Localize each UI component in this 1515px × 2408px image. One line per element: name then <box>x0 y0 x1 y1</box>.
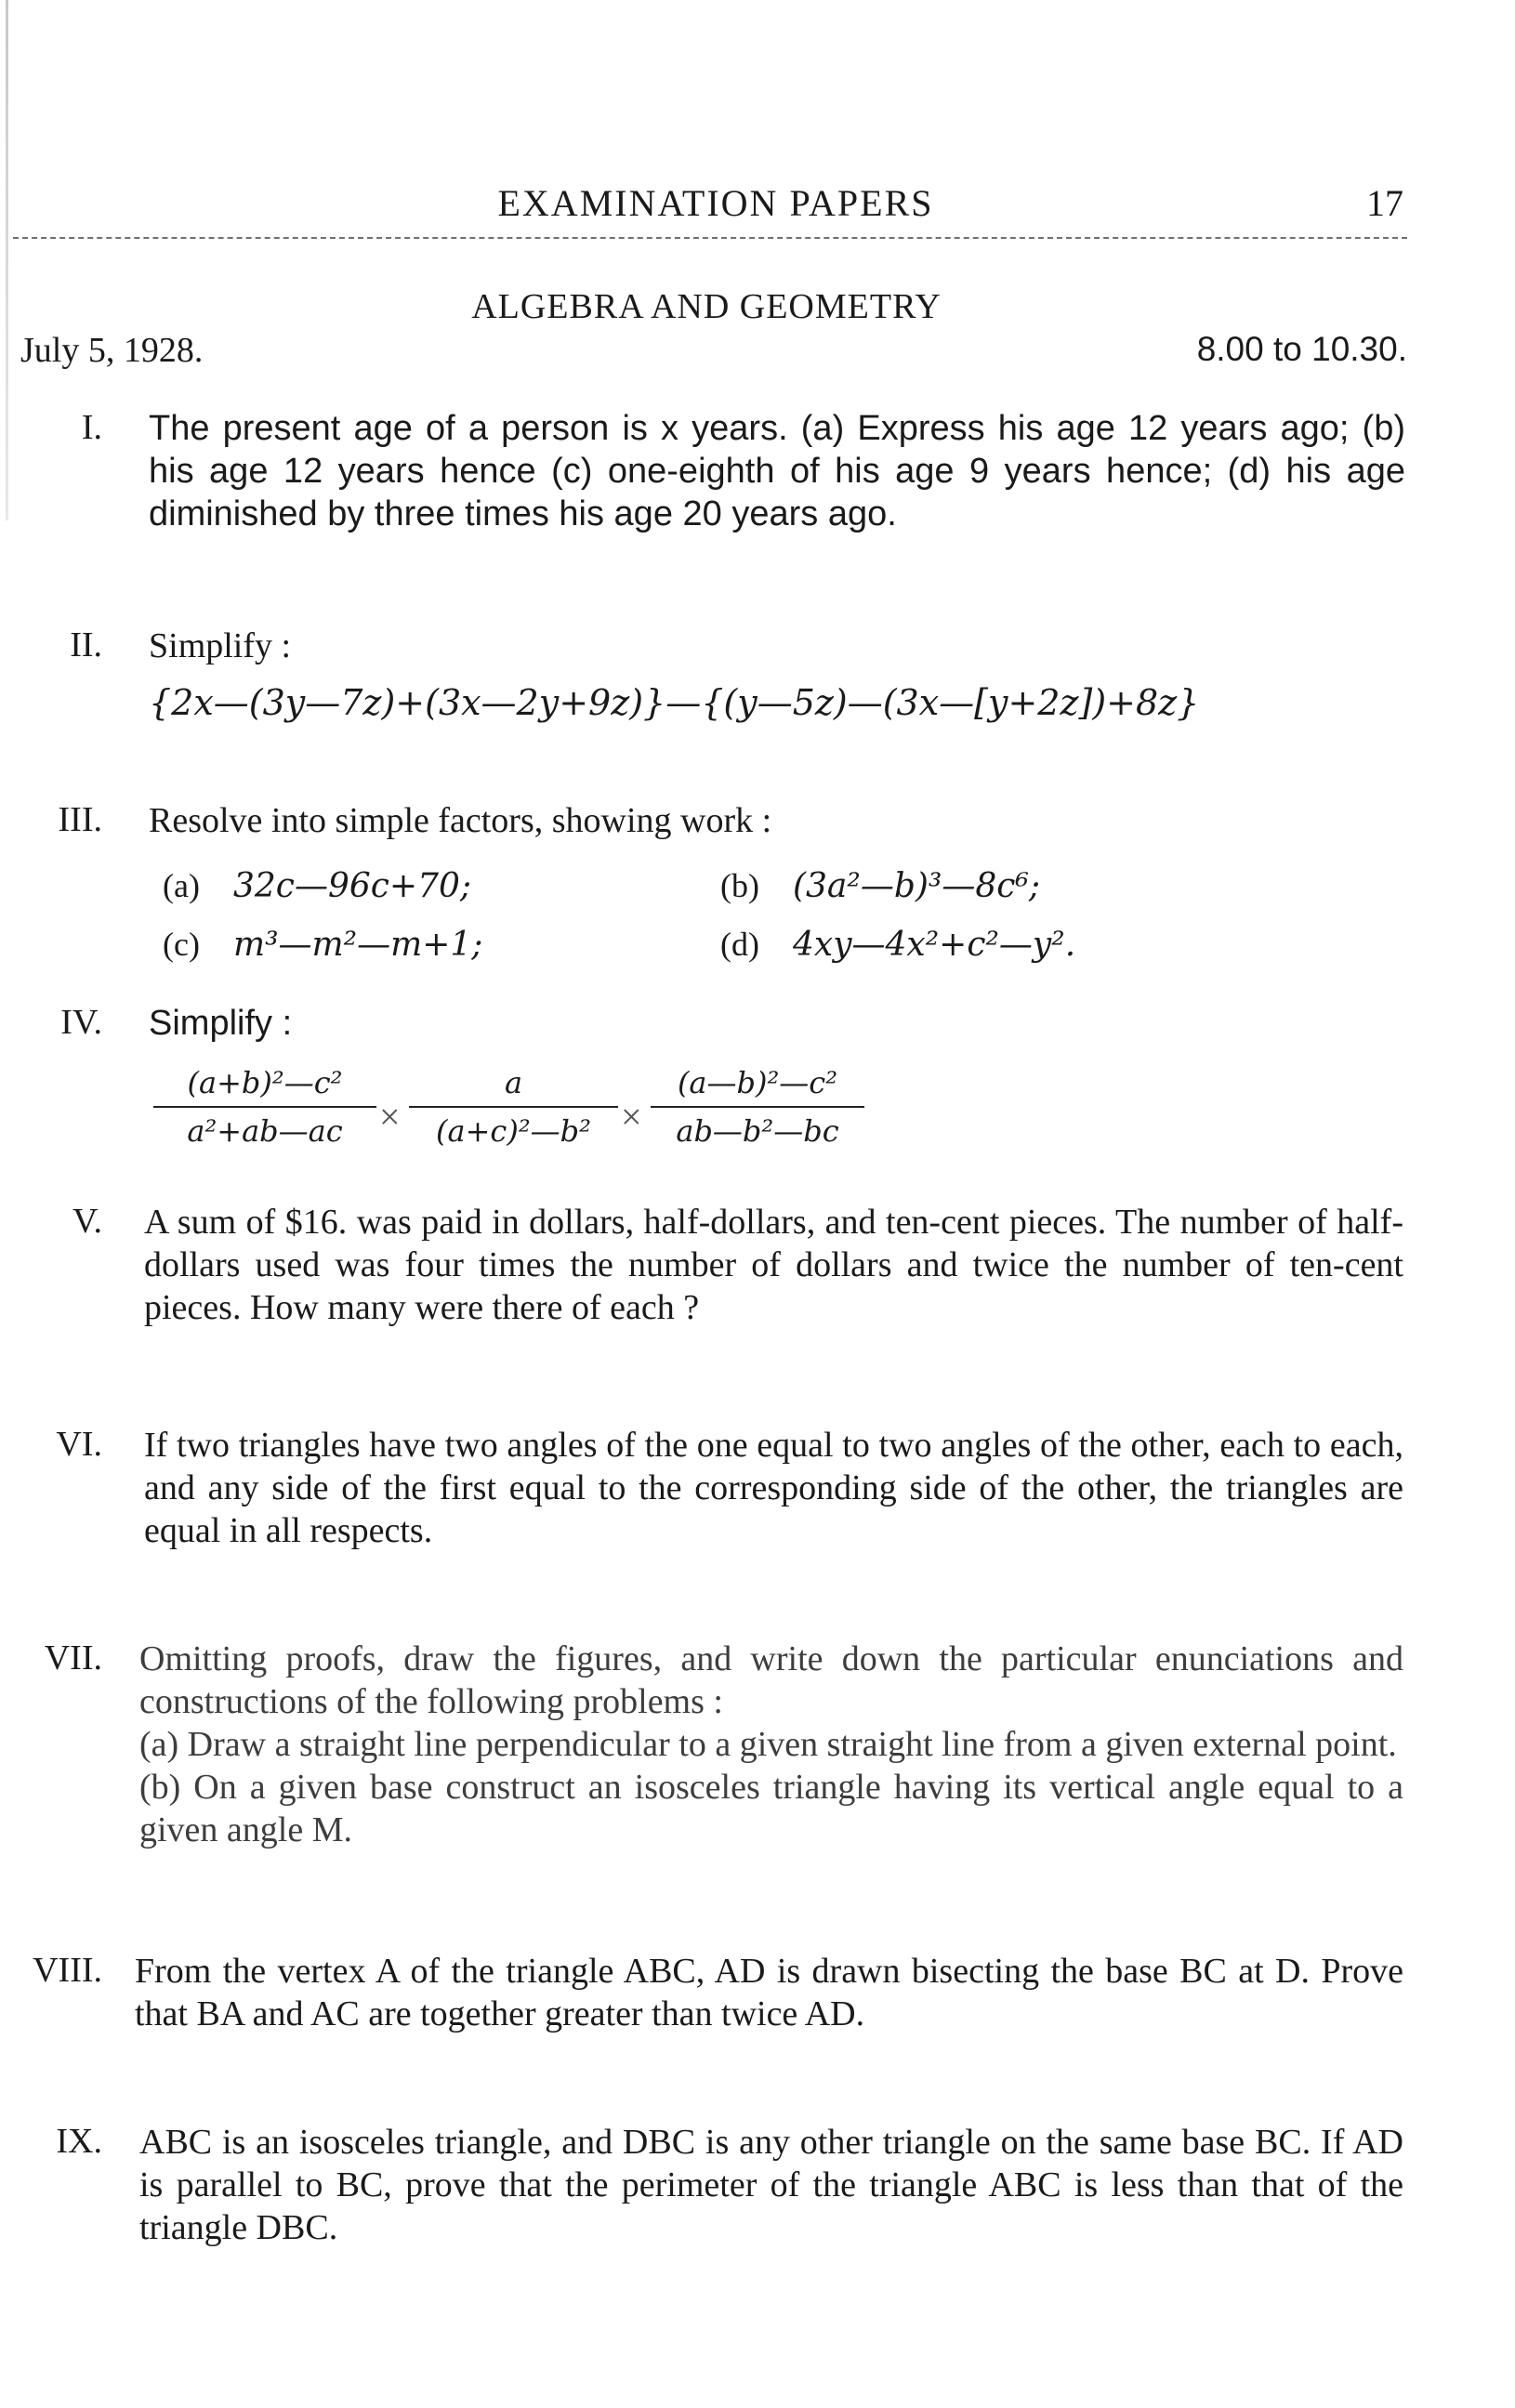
part-label: (a) <box>163 867 200 904</box>
header-rule <box>13 237 1407 239</box>
subject-heading: ALGEBRA AND GEOMETRY <box>471 287 942 326</box>
question-number: IX. <box>56 2122 102 2161</box>
sub-part-a: (a) Draw a straight line perpendicular to a given straight line from a given external point. <box>139 1725 1397 1764</box>
question-text: A sum of $16. was paid in dollars, half-dollars, and ten-cent pieces. The number of half-dollars used was four times the number of dollars and twice the number of ten-cent pieces. How many were there of each ? <box>144 1203 1403 1327</box>
fraction-denominator: (a+c)²—b² <box>436 1113 591 1149</box>
question-text <box>139 1638 1403 1851</box>
question-number: I. <box>81 408 102 447</box>
question-intro: Omitting proofs, draw the figures, and write down the particular enunciations and constructions of the following problems : <box>139 1639 1403 1721</box>
question-text: The present age of a person is x years. (a) Express his age 12 years ago; (b) his age 12 years hence (c) one-eighth of his age 9 years hence; (d) his age diminished by three times his age 20 years ago. <box>149 409 1405 533</box>
part-label: (d) <box>720 926 759 963</box>
part-expression: 32c—96c+70; <box>232 867 472 905</box>
question-number: VI. <box>56 1425 102 1464</box>
exam-time: 8.00 to 10.30. <box>1196 330 1407 368</box>
fraction-numerator: a <box>409 1065 618 1108</box>
times-sign: × <box>379 1096 401 1138</box>
factor-part-d <box>720 925 1075 964</box>
question-text: ABC is an isosceles triangle, and DBC is any other triangle on the same base BC. If AD is parallel to BC, prove that the perimeter of the triangle ABC is less than that of the triangle DBC. <box>139 2123 1403 2247</box>
times-sign: × <box>621 1096 642 1138</box>
page-header <box>28 181 1403 237</box>
question-number: II. <box>70 625 102 665</box>
fraction-3 <box>651 1065 864 1149</box>
question-number: VIII. <box>33 1951 102 1990</box>
question-number: IV. <box>60 1003 102 1042</box>
question-text: Resolve into simple factors, showing work : <box>149 801 772 840</box>
fraction-1 <box>153 1065 376 1149</box>
question-text: If two triangles have two angles of the one equal to two angles of the other, each to each, and any side of the first equal to the corresponding side of the other, the triangles are equal in all respects. <box>144 1426 1403 1550</box>
question-number: VII. <box>44 1638 102 1678</box>
fraction-numerator: (a+b)²—c² <box>153 1065 376 1108</box>
math-expression: {2x—(3y—7z)+(3x—2y+9z)}—{(y—5z)—(3x—[y+2z])+8z} <box>149 682 1200 723</box>
factor-part-a <box>163 866 471 905</box>
fraction-denominator: a²+ab—ac <box>187 1113 343 1149</box>
part-expression: (3a²—b)³—8c⁶; <box>792 867 1040 905</box>
exam-date: July 5, 1928. <box>20 331 204 370</box>
running-title: EXAMINATION PAPERS <box>497 182 934 224</box>
exam-meta <box>20 330 1407 376</box>
part-expression: 4xy—4x²+c²—y². <box>792 926 1076 964</box>
factor-part-c <box>163 925 482 964</box>
fraction-2 <box>409 1065 618 1149</box>
question-text: Simplify : <box>149 1004 293 1043</box>
factor-part-b <box>720 866 1040 905</box>
question-number: V. <box>72 1202 102 1241</box>
part-label: (b) <box>720 867 759 904</box>
question-number: III. <box>58 800 102 839</box>
part-label: (c) <box>163 926 200 963</box>
page-number: 17 <box>1366 182 1403 224</box>
question-text: Simplify : <box>149 626 292 665</box>
fraction-denominator: ab—b²—bc <box>676 1113 839 1149</box>
part-expression: m³—m²—m+1; <box>232 926 483 964</box>
fraction-numerator: (a—b)²—c² <box>651 1065 864 1108</box>
question-text: From the vertex A of the triangle ABC, AD is drawn bisecting the base BC at D. Prove that BA and AC are together greater than twice AD. <box>135 1952 1403 2033</box>
sub-part-b: (b) On a given base construct an isosceles triangle having its vertical angle equal to a given angle M. <box>139 1768 1403 1849</box>
